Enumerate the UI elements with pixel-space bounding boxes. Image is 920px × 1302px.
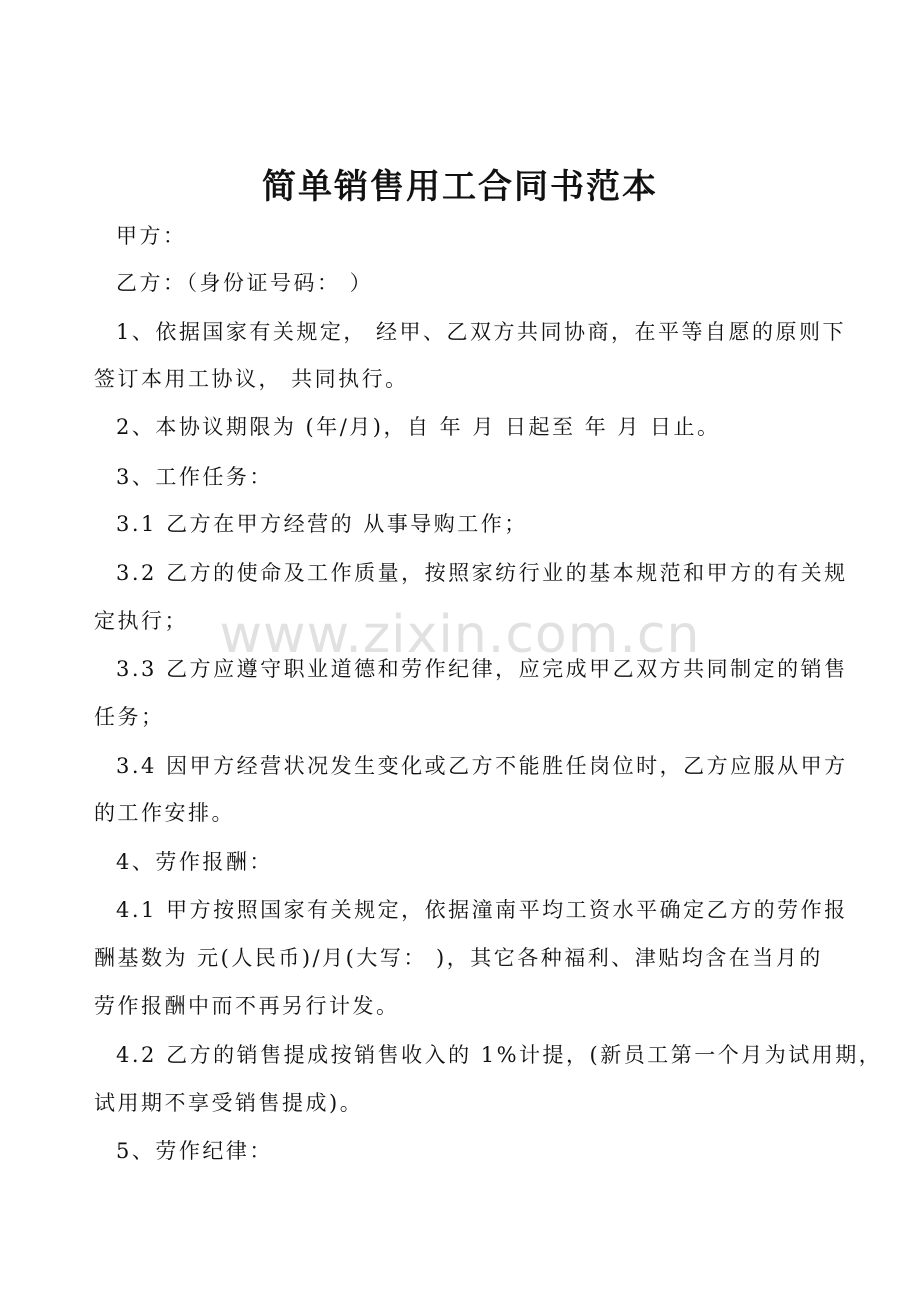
clause-3-3-line-2: 任务；	[94, 705, 165, 729]
clause-2-line: 2、本协议期限为 (年/月)，自 年 月 日起至 年 月 日止。	[116, 415, 721, 439]
watermark: www.zixin.com.cn	[219, 605, 701, 665]
clause-3-1-line: 3.1 乙方在甲方经营的 从事导购工作；	[116, 512, 528, 536]
clause-4-1-line-1: 4.1 甲方按照国家有关规定，依据潼南平均工资水平确定乙方的劳作报	[116, 898, 848, 922]
clause-1-line-2: 签订本用工协议， 共同执行。	[94, 367, 409, 391]
clause-5-heading: 5、劳作纪律：	[116, 1139, 273, 1163]
clause-4-1-line-2: 酬基数为 元(人民币)/月(大写： )，其它各种福利、津贴均含在当月的	[94, 946, 823, 970]
clause-3-2-line-2: 定执行；	[94, 609, 188, 633]
clause-4-2-line-2: 试用期不享受销售提成)。	[94, 1091, 364, 1115]
clause-3-heading: 3、工作任务：	[116, 465, 273, 489]
party-b-line: 乙方：（身份证号码： ）	[116, 271, 374, 295]
party-a-line: 甲方：	[116, 224, 187, 248]
clause-3-3-line-1: 3.3 乙方应遵守职业道德和劳作纪律，应完成甲乙双方共同制定的销售	[116, 657, 848, 681]
clause-3-2-line-1: 3.2 乙方的使命及工作质量，按照家纺行业的基本规范和甲方的有关规	[116, 561, 848, 585]
clause-4-1-line-3: 劳作报酬中而不再另行计发。	[94, 994, 400, 1018]
clause-4-heading: 4、劳作报酬：	[116, 850, 273, 874]
clause-3-4-line-2: 的工作安排。	[94, 801, 235, 825]
document-title: 简单销售用工合同书范本	[262, 167, 658, 207]
clause-4-2-line-1: 4.2 乙方的销售提成按销售收入的 1%计提，(新员工第一个月为试用期，	[116, 1043, 883, 1067]
clause-1-line-1: 1、依据国家有关规定， 经甲、乙双方共同协商，在平等自愿的原则下	[116, 320, 847, 344]
clause-3-4-line-1: 3.4 因甲方经营状况发生变化或乙方不能胜任岗位时，乙方应服从甲方	[116, 754, 848, 778]
